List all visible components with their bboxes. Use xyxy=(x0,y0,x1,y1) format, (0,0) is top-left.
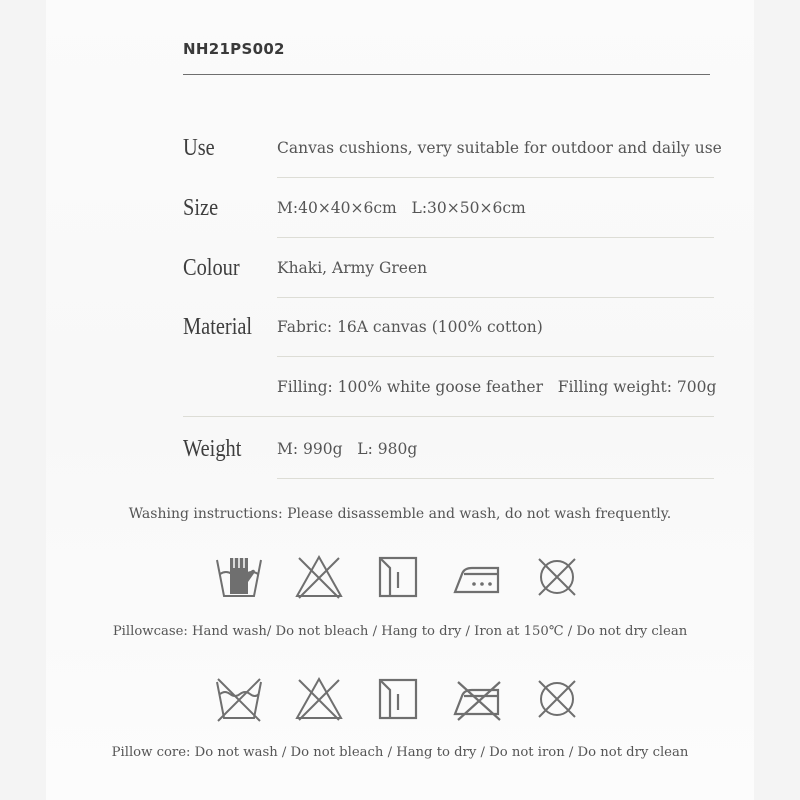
spec-row-weight xyxy=(183,419,714,479)
do-not-dry-clean-icon xyxy=(531,674,583,724)
header-divider xyxy=(183,74,710,75)
spec-row-size xyxy=(183,178,714,238)
do-not-iron-icon xyxy=(452,674,504,724)
pillowcase-care-caption: Pillowcase: Hand wash/ Do not bleach / Hang to dry / Iron at 150℃ / Do not dry clean xyxy=(112,624,688,639)
spec-value: M: 990g L: 980g xyxy=(277,440,418,458)
hang-to-dry-icon xyxy=(372,552,424,602)
pillowcase-care-icons xyxy=(213,552,583,602)
spec-value: Canvas cushions, very suitable for outdoor and daily use xyxy=(277,139,722,157)
hang-to-dry-icon xyxy=(372,674,424,724)
do-not-wash-icon xyxy=(213,674,265,724)
spec-value: Fabric: 16A canvas (100% cotton) xyxy=(277,318,543,336)
spec-row-filling xyxy=(183,357,717,417)
spec-label: Material xyxy=(183,313,253,340)
spec-value: Khaki, Army Green xyxy=(277,259,428,277)
hand-wash-icon xyxy=(213,552,265,602)
pillow-core-care-icons xyxy=(213,674,583,724)
pillow-core-care-caption: Pillow core: Do not wash / Do not bleach / Hang to dry / Do not iron / Do not dry clean xyxy=(111,745,689,760)
spec-row-colour xyxy=(183,238,714,298)
spec-label: Use xyxy=(183,134,215,161)
washing-instructions-title: Washing instructions: Please disassemble and wash, do not wash frequently. xyxy=(128,506,672,522)
spec-label: Size xyxy=(183,194,219,221)
spec-label: Colour xyxy=(183,254,240,281)
spec-label: Weight xyxy=(183,435,242,462)
iron-icon xyxy=(452,552,504,602)
row-divider xyxy=(183,416,714,417)
do-not-bleach-icon xyxy=(293,552,345,602)
product-code: NH21PS002 xyxy=(183,40,285,58)
spec-value: Filling: 100% white goose feather Filling weight: 700g xyxy=(277,378,717,396)
spec-value: M:40×40×6cm L:30×50×6cm xyxy=(277,199,526,217)
spec-row-use xyxy=(183,118,722,178)
do-not-bleach-icon xyxy=(293,674,345,724)
row-divider xyxy=(277,478,714,479)
spec-row-material xyxy=(183,297,714,357)
do-not-dry-clean-icon xyxy=(531,552,583,602)
